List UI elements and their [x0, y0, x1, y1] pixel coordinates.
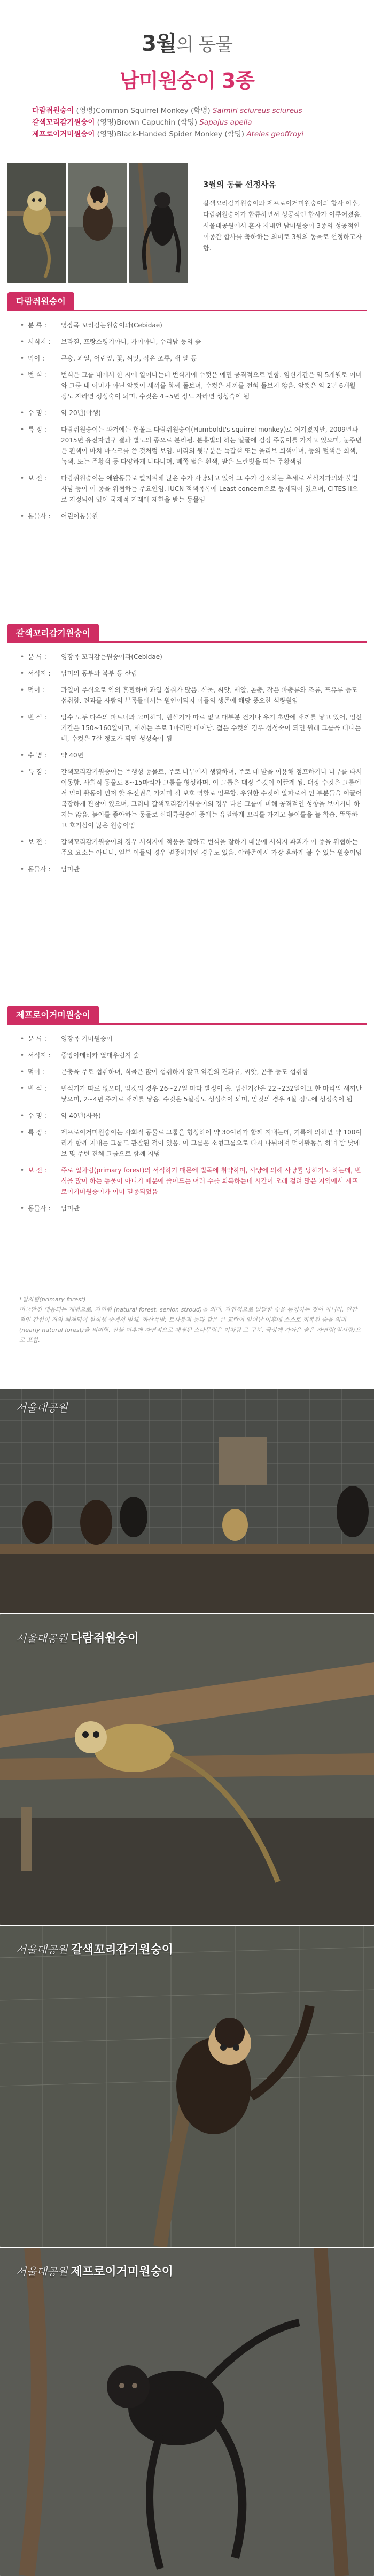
info-row: • 동물사 : 어린이동물원 — [20, 512, 98, 520]
intro-title: 3월의 동물 선정사유 — [203, 180, 276, 189]
title-suffix: 의 동물 — [176, 34, 232, 56]
info-row: • 수 명 : 약 20년(야생) — [20, 409, 101, 417]
page-title — [0, 27, 374, 57]
info-row: • 특 징 : 갈색꼬리감기원숭이는 주행성 동물로, 주로 나무에서 생활하며, 주로 네 발을 이용해 점프하거나 나무를 타서 이동함. 사회적 동물로 8~15마리가 그룹을 형성하며, 이 그룹은 대장 수컷이 이끌게 됨. 대장 수컷은 그룹에서 먹이 활동이 먼저 할 우선권을 가지며 적 보호 역할로 임무함. 우월한 수컷이 알파로서 인 부분들을 이끌어 복잡하게 관찰이 있으며, 그러나 갈색꼬리감기원숭이의 경우 다른 그룹에 비해 공격적인 성향을 보이거나 하지는 않음. 높이를 좋아하는 동물로 신대륙원숭이 중에는 유일하게 꼬리를 가지고 높이를을 늘 학습, 똑똑하고 호기심이 많은 원숭이임 — [20, 768, 362, 829]
footnote-title: *일차림(primary forest) — [19, 1296, 86, 1303]
species-item: 갈색꼬리감기원숭이 (영명)Brown Capuchin (학명) Sapajus apella — [32, 118, 252, 127]
info-row: • 번 식 : 번식기가 따로 없으며, 암컷의 경우 26~27일 마다 발정이 옴. 임신기간은 22~232일이고 한 마리의 새끼만 낳으며, 2~4년 주기로 새끼를 낳음. 수컷은 5살정도 성성숙이 되며, 암컷의 경우 4살 정도에 성성숙이 됨 — [20, 1085, 362, 1103]
section-header-squirrel-monkey: 다람쥐원숭이 — [7, 295, 367, 311]
footnote-text: 미국환경 대응되는 개념으로, 자연림 (natural forest, senior, stroud)을 의미. 자연적으로 발달한 숲을 통칭하는 것이 아니라, 인간적인 간섭이 거의 배제되어 원식생 중에서 벌채, 화산폭발, 토사붕괴 등과 같은 큰 교란이 일어난 이후에 스스로 회복된 숲을 의미 (nearly natural forest)을 의미함. 산불 이후에 자연적으로 재생된 소나무림은 이차림 로 구분. 극상에 가까운 숲은 자연림(원시림)으로 포함. — [19, 1306, 361, 1344]
info-row: • 동물사 : 남미관 — [20, 1205, 80, 1212]
photo-squirrel-monkey — [7, 163, 66, 283]
info-row-highlight: • 보 전 : 주로 일차림(primary forest)의 서식하기 때문에 벌목에 취약하며, 사냥에 의해 사냥률 당하기도 하는데, 번식을 많이 하는 동물이 아니기 때문에 줄어드는 여러 수를 회복하는데 시간이 오래 걸려 많은 지역에서 제프로이거미원숭이가 이미 멸종되었음 — [20, 1167, 361, 1195]
info-row: • 서식지 : 중앙아메리카 열대우림지 숲 — [20, 1052, 139, 1059]
title-month: 3월 — [142, 32, 176, 56]
photo-caption-squirrel-monkey: 서울대공원 다람쥐원숭이 — [16, 1632, 139, 1645]
info-row: • 분 류 : 영장목 꼬리감는원숭이과(Cebidae) — [20, 321, 162, 329]
footnote — [19, 1294, 361, 1345]
section-header-capuchin: 갈색꼬리감기원숭이 — [7, 627, 367, 643]
page-subtitle: 남미원숭이 3종 — [120, 69, 254, 93]
photo-group-enclosure — [0, 1389, 374, 1613]
info-squirrel-monkey — [20, 320, 362, 527]
intro-text: 갈색꼬리감기원숭이와 제프로이거미원숭이의 합사 이후, 다람쥐원숭이가 합류하면서 성공적인 합사가 이루어졌음. 서울대공원에서 혼자 지내던 남미원숭이 3종의 성공적인 이종간 합사를 축하하는 의미로 3월의 동물로 선정하고자 함. — [203, 200, 362, 252]
info-row: • 분 류 : 영장목 거미원숭이 — [20, 1035, 113, 1042]
species-list — [32, 105, 363, 140]
species-item: 제프로이거미원숭이 (영명)Black-Handed Spider Monkey (학명) Ateles geoffroyi — [32, 130, 303, 139]
photo-squirrel-monkey-large — [0, 1614, 374, 1925]
info-row: • 동물사 : 남미관 — [20, 865, 80, 873]
species-item: 다람쥐원숭이 (영명)Common Squirrel Monkey (학명) Saimiri sciureus sciureus — [32, 106, 302, 115]
photo-capuchin — [68, 163, 127, 283]
photo-caption-spider-monkey: 서울대공원 제프로이거미원숭이 — [16, 2265, 173, 2279]
photo-spider-monkey — [129, 163, 188, 283]
info-row: • 번 식 : 암수 모두 다수의 파트너와 교미하며, 번식기가 따로 없고 대부분 건기나 우기 초반에 새끼를 낳고 있어, 임신기간은 150~160일이고, 새끼는 주로 1마리만 태어남. 젊은 수컷의 경우 성성숙이 되면 원래 그룹을 떠나는데, 수컷은 7살 정도가 되면 성성숙이 됨 — [20, 714, 362, 742]
info-row: • 수 명 : 약 40년(사육) — [20, 1112, 101, 1120]
info-row: • 보 전 : 갈색꼬리감기원숭이의 경우 서식지에 적응을 잘하고 번식을 잘하기 때문에 서식지 파괴가 이 종을 위협하는 주요 요소는 아니나, 일부 이들의 경우 멸종위기인 경우도 있음. 야하존에서 가장 흔하게 볼 수 있는 원숭이임 — [20, 838, 362, 856]
info-row: • 먹이 : 과일이 주식으로 약의 혼환하며 과일 섭취가 많음. 식물, 씨앗, 새알, 곤충, 작은 파충류와 조류, 포유류 등도 섭취함. 견과를 사람의 부족들에서는 원인이되지 이들의 생존에 해당 중요한 식량원임 — [20, 686, 358, 704]
info-row: • 서식지 : 브라질, 프랑스령기아나, 가이아나, 수리남 등의 숲 — [20, 338, 201, 346]
info-row: • 먹이 : 곤충을 주로 섭취하며, 식물은 많이 섭취하지 않고 약간의 견과류, 씨앗, 곤충 등도 섭취함 — [20, 1068, 308, 1076]
info-row: • 번 식 : 번식은 그룹 내에서 한 시에 일어나는데 번식기에 수컷은 예민 공격적으로 변함. 임신기간은 약 5개월로 어미와 그룹 내 어미가 아닌 암컷이 새끼를 함께 돌보며, 수컷은 새끼를 전혀 돌보지 않음. 암컷은 약 2년 6개월 정도 자라면 성성숙이 되며, 수컷은 4~5년 정도 자라면 성성숙이 됨 — [20, 371, 362, 400]
photo-capuchin-large — [0, 1926, 374, 2247]
info-row: • 특 징 : 다람쥐원숭이는 과거에는 험볼트 다람쥐원숭이(Humboldt's squirrel monkey)로 여겨졌지만, 2009년과 2015년 유전자연구 결과 별도의 종으로 분리됨. 분홍빛의 하는 얼굴에 검정 주둥이를 가지고 있으며, 눈주변은 흰색이 마치 마스크를 쓴 것처럼 보임. 머리의 뒷부분은 녹갈색 또는 올리브 회색이며, 등의 털색은 회색, 녹색, 또는 주황색 등 다양하게 나타나며, 배쪽 털은 흰색, 팔은 노란빛을 띠는 주황색임 — [20, 426, 362, 465]
info-row: • 보 전 : 다람쥐원숭이는 애완동물로 빨지위해 많은 수가 사냥되고 있어 그 수가 감소하는 추세로 서식지파괴와 불법 사냥 등이 이 종을 위협하는 주요인임. IUCN 적색목록에 Least concern으로 등재되어 있으며, CITES II으로 지정되어 있어 국제적 거래에 제한을 받는 동물임 — [20, 474, 359, 503]
info-row: • 수 명 : 약 40년 — [20, 752, 84, 759]
section-header-spider-monkey: 제프로이거미원숭이 — [7, 1009, 367, 1025]
photo-watermark: 서울대공원 — [16, 1401, 68, 1414]
photo-caption-capuchin: 서울대공원 갈색꼬리감기원숭이 — [16, 1943, 173, 1957]
info-spider-monkey — [20, 1033, 362, 1220]
info-row: • 먹이 : 곤충, 과일, 어린잎, 꽃, 씨앗, 작은 조류, 새 알 등 — [20, 355, 197, 362]
info-row: • 서식지 : 남미의 동부와 북부 등 산림 — [20, 670, 137, 677]
info-row: • 특 징 : 제프로이거미원숭이는 사회적 동물로 그룹을 형성하여 약 30여리가 함께 지내는데, 기록에 의하면 약 100여리가 함께 지내는 그룹도 관찰된 적이 있음. 이 그룹은 소형그룹으로 다시 나뉘어져 먹이활동을 하며 밤 낮에 보 및 주변 진체 그룹으로 함께 지냄 — [20, 1129, 362, 1157]
info-capuchin — [20, 651, 362, 880]
photo-spider-monkey-large — [0, 2248, 374, 2576]
info-row: • 분 류 : 영장목 꼬리감는원숭이과(Cebidae) — [20, 653, 162, 661]
